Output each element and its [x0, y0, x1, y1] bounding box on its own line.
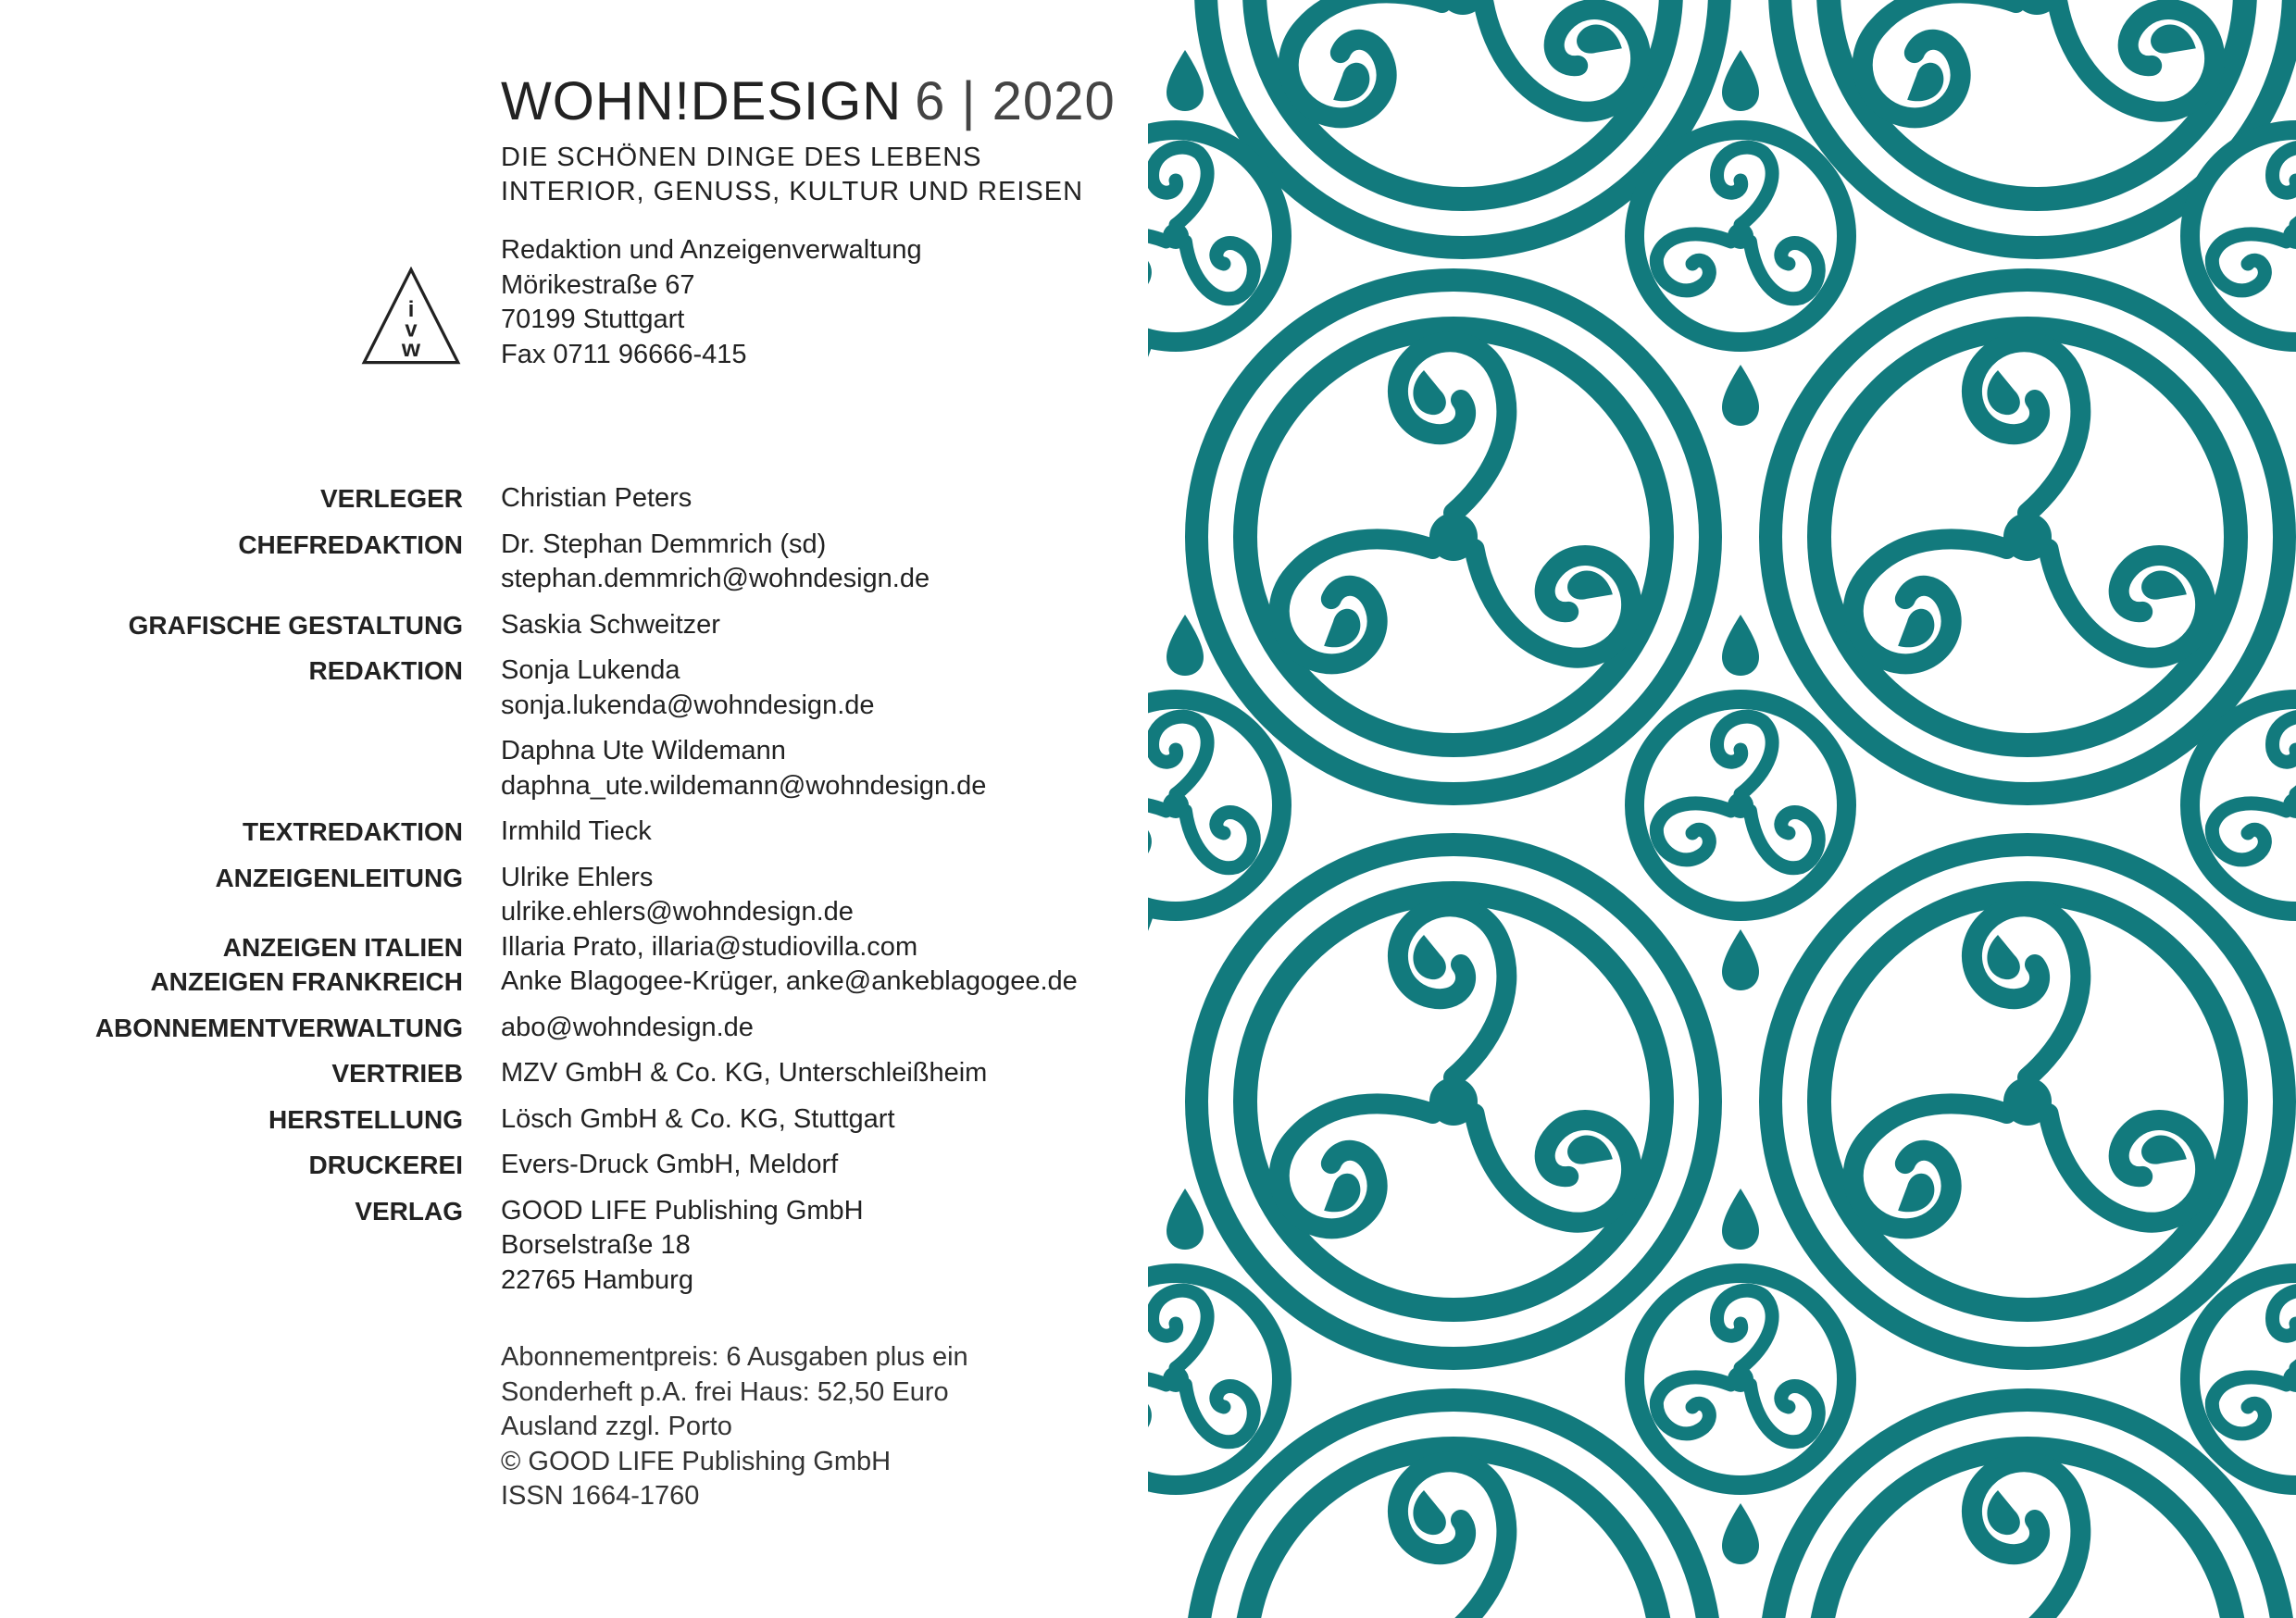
masthead-role: HERSTELLUNG	[268, 1104, 463, 1134]
masthead-value: Anke Blagogee-Krüger, anke@ankeblagogee.de	[501, 966, 1078, 996]
masthead-role: ANZEIGEN ITALIEN	[222, 932, 463, 962]
masthead-row-anzeigen	[0, 861, 1148, 1000]
address-line: Redaktion und Anzeigenverwaltung	[501, 235, 922, 265]
subscription-line: ISSN 1664-1760	[501, 1481, 700, 1511]
swirl-pattern-icon	[1148, 0, 2296, 1618]
masthead-row-verlag	[0, 1194, 1148, 1299]
masthead-email: ulrike.ehlers@wohndesign.de	[501, 897, 854, 927]
masthead-role-group	[0, 861, 463, 1000]
masthead-email: abo@wohndesign.de	[501, 1012, 754, 1042]
subscription-line: © GOOD LIFE Publishing GmbH	[501, 1446, 892, 1476]
masthead-value: 22765 Hamburg	[501, 1264, 693, 1295]
masthead-row-vertrieb	[0, 1056, 1148, 1091]
masthead-role: VERLEGER	[319, 484, 463, 513]
masthead-value: Borselstraße 18	[501, 1230, 691, 1260]
masthead	[0, 481, 1148, 1309]
subscription-line: Ausland zzgl. Porto	[501, 1412, 732, 1441]
masthead-row-grafische-gestaltung	[0, 608, 1148, 643]
masthead-row-herstellung	[0, 1102, 1148, 1138]
masthead-value: Sonja Lukenda	[501, 655, 680, 685]
masthead-value: Daphna Ute Wildemann	[501, 736, 786, 765]
masthead-role: GRAFISCHE GESTALTUNG	[128, 610, 463, 640]
masthead-email: daphna_ute.wildemann@wohndesign.de	[501, 770, 987, 801]
ivw-logo-w: w	[401, 336, 421, 363]
masthead-email: sonja.lukenda@wohndesign.de	[501, 690, 875, 720]
masthead-value: GOOD LIFE Publishing GmbH	[501, 1195, 864, 1226]
subscription-line: Sonderheft p.A. frei Haus: 52,50 Euro	[501, 1376, 949, 1407]
subscription-info	[501, 1340, 968, 1514]
tagline: DIE SCHÖNEN DINGE DES LEBENS	[501, 143, 982, 172]
subscription-line: Abonnementpreis: 6 Ausgaben plus ein	[501, 1342, 968, 1372]
masthead-value: Evers-Druck GmbH, Meldorf	[501, 1150, 839, 1179]
masthead-value: Saskia Schweitzer	[501, 609, 720, 640]
masthead-role: VERTRIEB	[331, 1059, 463, 1088]
tagline: INTERIOR, GENUSS, KULTUR UND REISEN	[501, 177, 1084, 206]
masthead-role: VERLAG	[355, 1196, 463, 1226]
ivw-logo-i: i	[407, 297, 415, 322]
magazine-title	[501, 67, 1116, 137]
pattern-page	[1148, 0, 2296, 1618]
masthead-value: Dr. Stephan Demmrich (sd)	[501, 529, 827, 559]
masthead-row-verleger	[0, 481, 1148, 517]
ivw-logo-icon	[361, 267, 461, 367]
masthead-role: DRUCKEREI	[308, 1151, 463, 1179]
masthead-value: Ulrike Ehlers	[501, 862, 654, 892]
magazine-issue: 6 | 2020	[915, 71, 1116, 131]
address-line: Fax 0711 96666-415	[501, 339, 747, 369]
masthead-value: MZV GmbH & Co. KG, Unterschleißheim	[501, 1058, 988, 1088]
masthead-row-textredaktion	[0, 815, 1148, 850]
masthead-role: REDAKTION	[308, 656, 463, 685]
taglines	[501, 141, 1083, 209]
masthead-value: Lösch GmbH & Co. KG, Stuttgart	[501, 1103, 895, 1134]
address-line: Mörikestraße 67	[501, 269, 695, 300]
ivw-logo-v: v	[405, 317, 418, 342]
address-line: 70199 Stuttgart	[501, 305, 685, 334]
magazine-name: WOHN!DESIGN	[501, 71, 903, 131]
masthead-role: CHEFREDAKTION	[238, 529, 463, 559]
masthead-email: stephan.demmrich@wohndesign.de	[501, 564, 930, 593]
masthead-row-redaktion	[0, 653, 1148, 803]
masthead-value: Christian Peters	[501, 483, 693, 513]
masthead-value: Illaria Prato, illaria@studiovilla.com	[501, 931, 918, 962]
address-block	[501, 233, 922, 372]
masthead-row-druckerei	[0, 1148, 1148, 1183]
masthead-role: TEXTREDAKTION	[243, 817, 463, 846]
masthead-role: ANZEIGEN FRANKREICH	[150, 967, 463, 996]
masthead-value: Irmhild Tieck	[501, 816, 652, 846]
masthead-role: ABONNEMENTVERWALTUNG	[94, 1013, 463, 1042]
masthead-row-chefredaktion	[0, 528, 1148, 597]
masthead-row-abonnement	[0, 1011, 1148, 1046]
masthead-role: ANZEIGENLEITUNG	[215, 863, 463, 892]
